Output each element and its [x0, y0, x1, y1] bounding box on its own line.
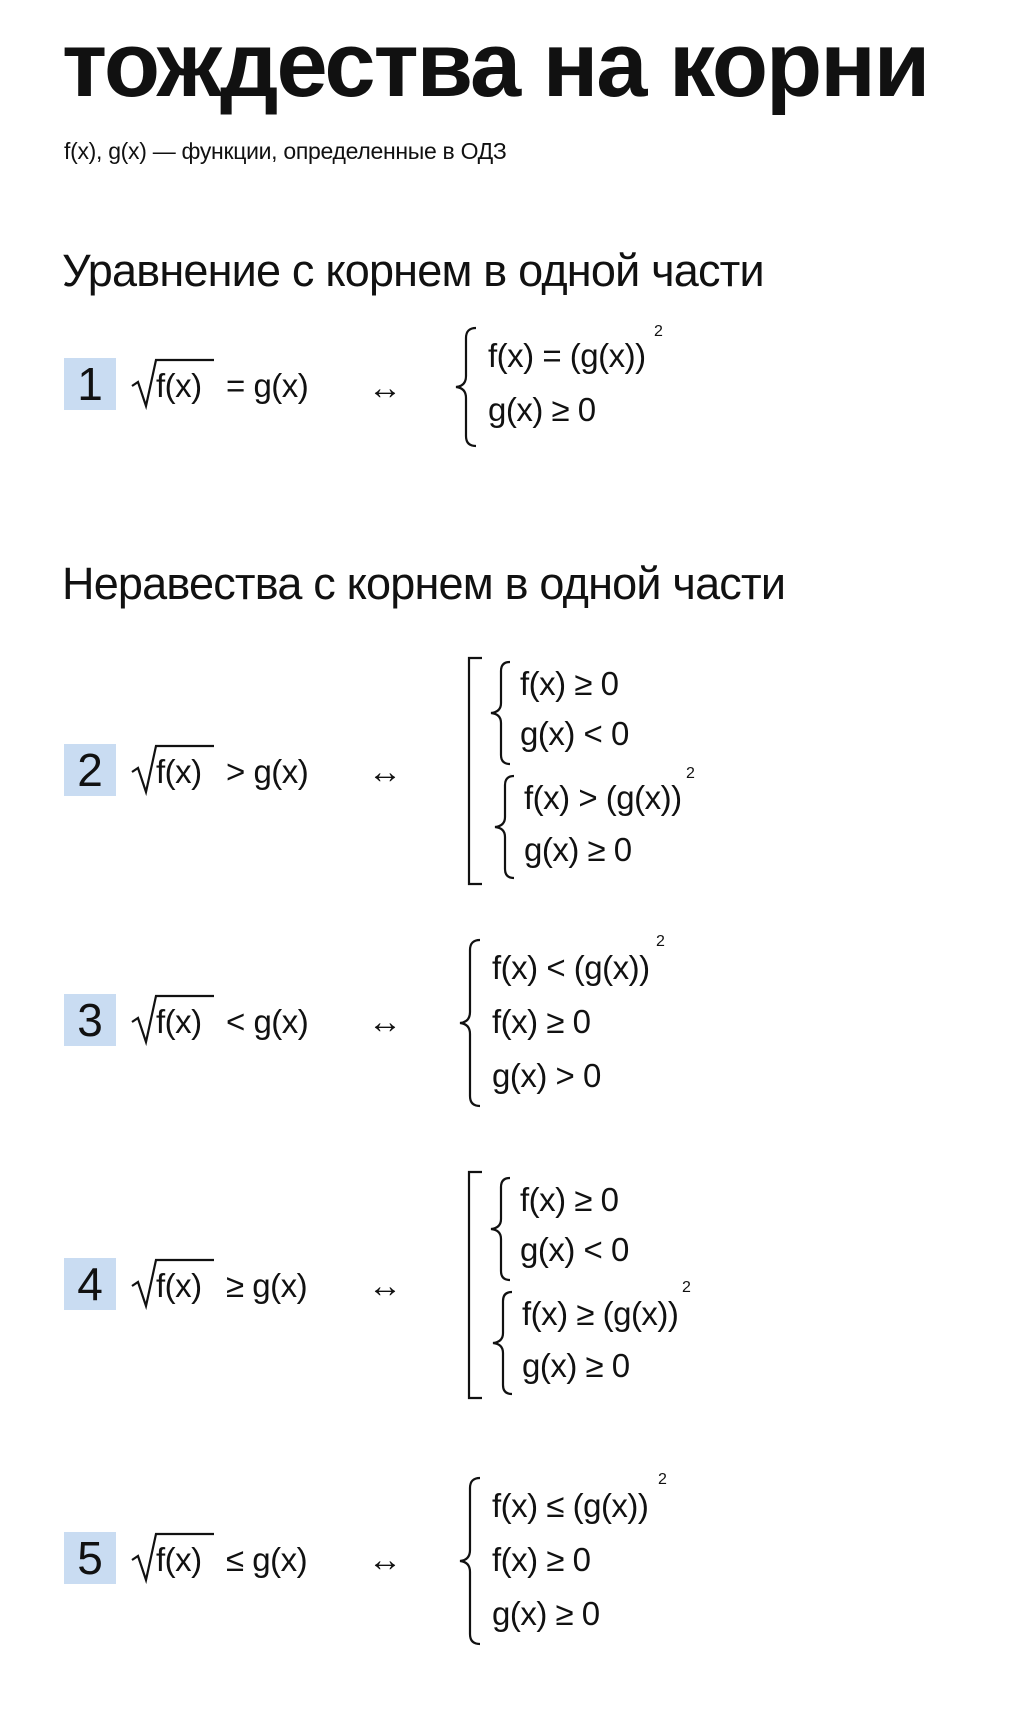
- relation: < g(x): [226, 1003, 309, 1040]
- system-line: f(x) > (g(x)): [524, 779, 682, 816]
- system-line: g(x) > 0: [492, 1057, 601, 1094]
- system-line: f(x) ≥ 0: [492, 1003, 591, 1040]
- system-line: f(x) = (g(x)): [488, 337, 646, 374]
- exponent: 2: [658, 1471, 667, 1488]
- system-line: g(x) ≥ 0: [488, 391, 596, 428]
- system-line: g(x) ≥ 0: [524, 831, 632, 868]
- system-line: f(x) ≥ 0: [520, 1181, 619, 1218]
- identity-number-badge: 5: [64, 1532, 116, 1584]
- relation: ≥ g(x): [226, 1267, 308, 1304]
- system-brace-icon: [488, 774, 524, 880]
- exponent: 2: [682, 1279, 691, 1296]
- system-line: f(x) < (g(x)): [492, 949, 650, 986]
- radicand: f(x): [156, 1541, 202, 1578]
- exponent: 2: [656, 933, 665, 950]
- radicand: f(x): [156, 753, 202, 790]
- relation: ≤ g(x): [226, 1541, 308, 1578]
- section-heading-inequalities: Неравества с корнем в одной части: [62, 558, 786, 609]
- system-brace-icon: [486, 1290, 522, 1396]
- equivalence-arrow: ↔: [368, 1541, 402, 1579]
- equivalence-arrow: ↔: [368, 753, 402, 791]
- identity-number-badge: 4: [64, 1258, 116, 1310]
- system-brace-icon: [484, 1176, 520, 1282]
- page-title: тождества на корни: [62, 14, 929, 116]
- system-line: f(x) ≥ 0: [520, 665, 619, 702]
- relation: > g(x): [226, 753, 309, 790]
- relation: = g(x): [226, 367, 309, 404]
- identity-number-badge: 2: [64, 744, 116, 796]
- system-line: g(x) < 0: [520, 715, 629, 752]
- system-line: g(x) < 0: [520, 1231, 629, 1268]
- equivalence-arrow: ↔: [368, 1003, 402, 1041]
- identity-number-badge: 1: [64, 358, 116, 410]
- system-brace-icon: [452, 938, 492, 1108]
- equivalence-arrow: ↔: [368, 1267, 402, 1305]
- radicand: f(x): [156, 1003, 202, 1040]
- section-heading-equation: Уравнение с корнем в одной части: [62, 245, 764, 296]
- system-line: f(x) ≥ 0: [492, 1541, 591, 1578]
- union-bracket-icon: [466, 656, 486, 886]
- system-brace-icon: [448, 326, 488, 448]
- system-brace-icon: [452, 1476, 492, 1646]
- equivalence-arrow: ↔: [368, 369, 402, 407]
- system-line: f(x) ≥ (g(x)): [522, 1295, 679, 1332]
- system-line: f(x) ≤ (g(x)): [492, 1487, 649, 1524]
- union-bracket-icon: [466, 1170, 486, 1400]
- identity-number-badge: 3: [64, 994, 116, 1046]
- system-brace-icon: [484, 660, 520, 766]
- system-line: g(x) ≥ 0: [522, 1347, 630, 1384]
- page-subtitle: f(x), g(x) — функции, определенные в ОДЗ: [64, 138, 507, 164]
- system-line: g(x) ≥ 0: [492, 1595, 600, 1632]
- exponent: 2: [686, 765, 695, 782]
- exponent: 2: [654, 323, 663, 340]
- radicand: f(x): [156, 367, 202, 404]
- radicand: f(x): [156, 1267, 202, 1304]
